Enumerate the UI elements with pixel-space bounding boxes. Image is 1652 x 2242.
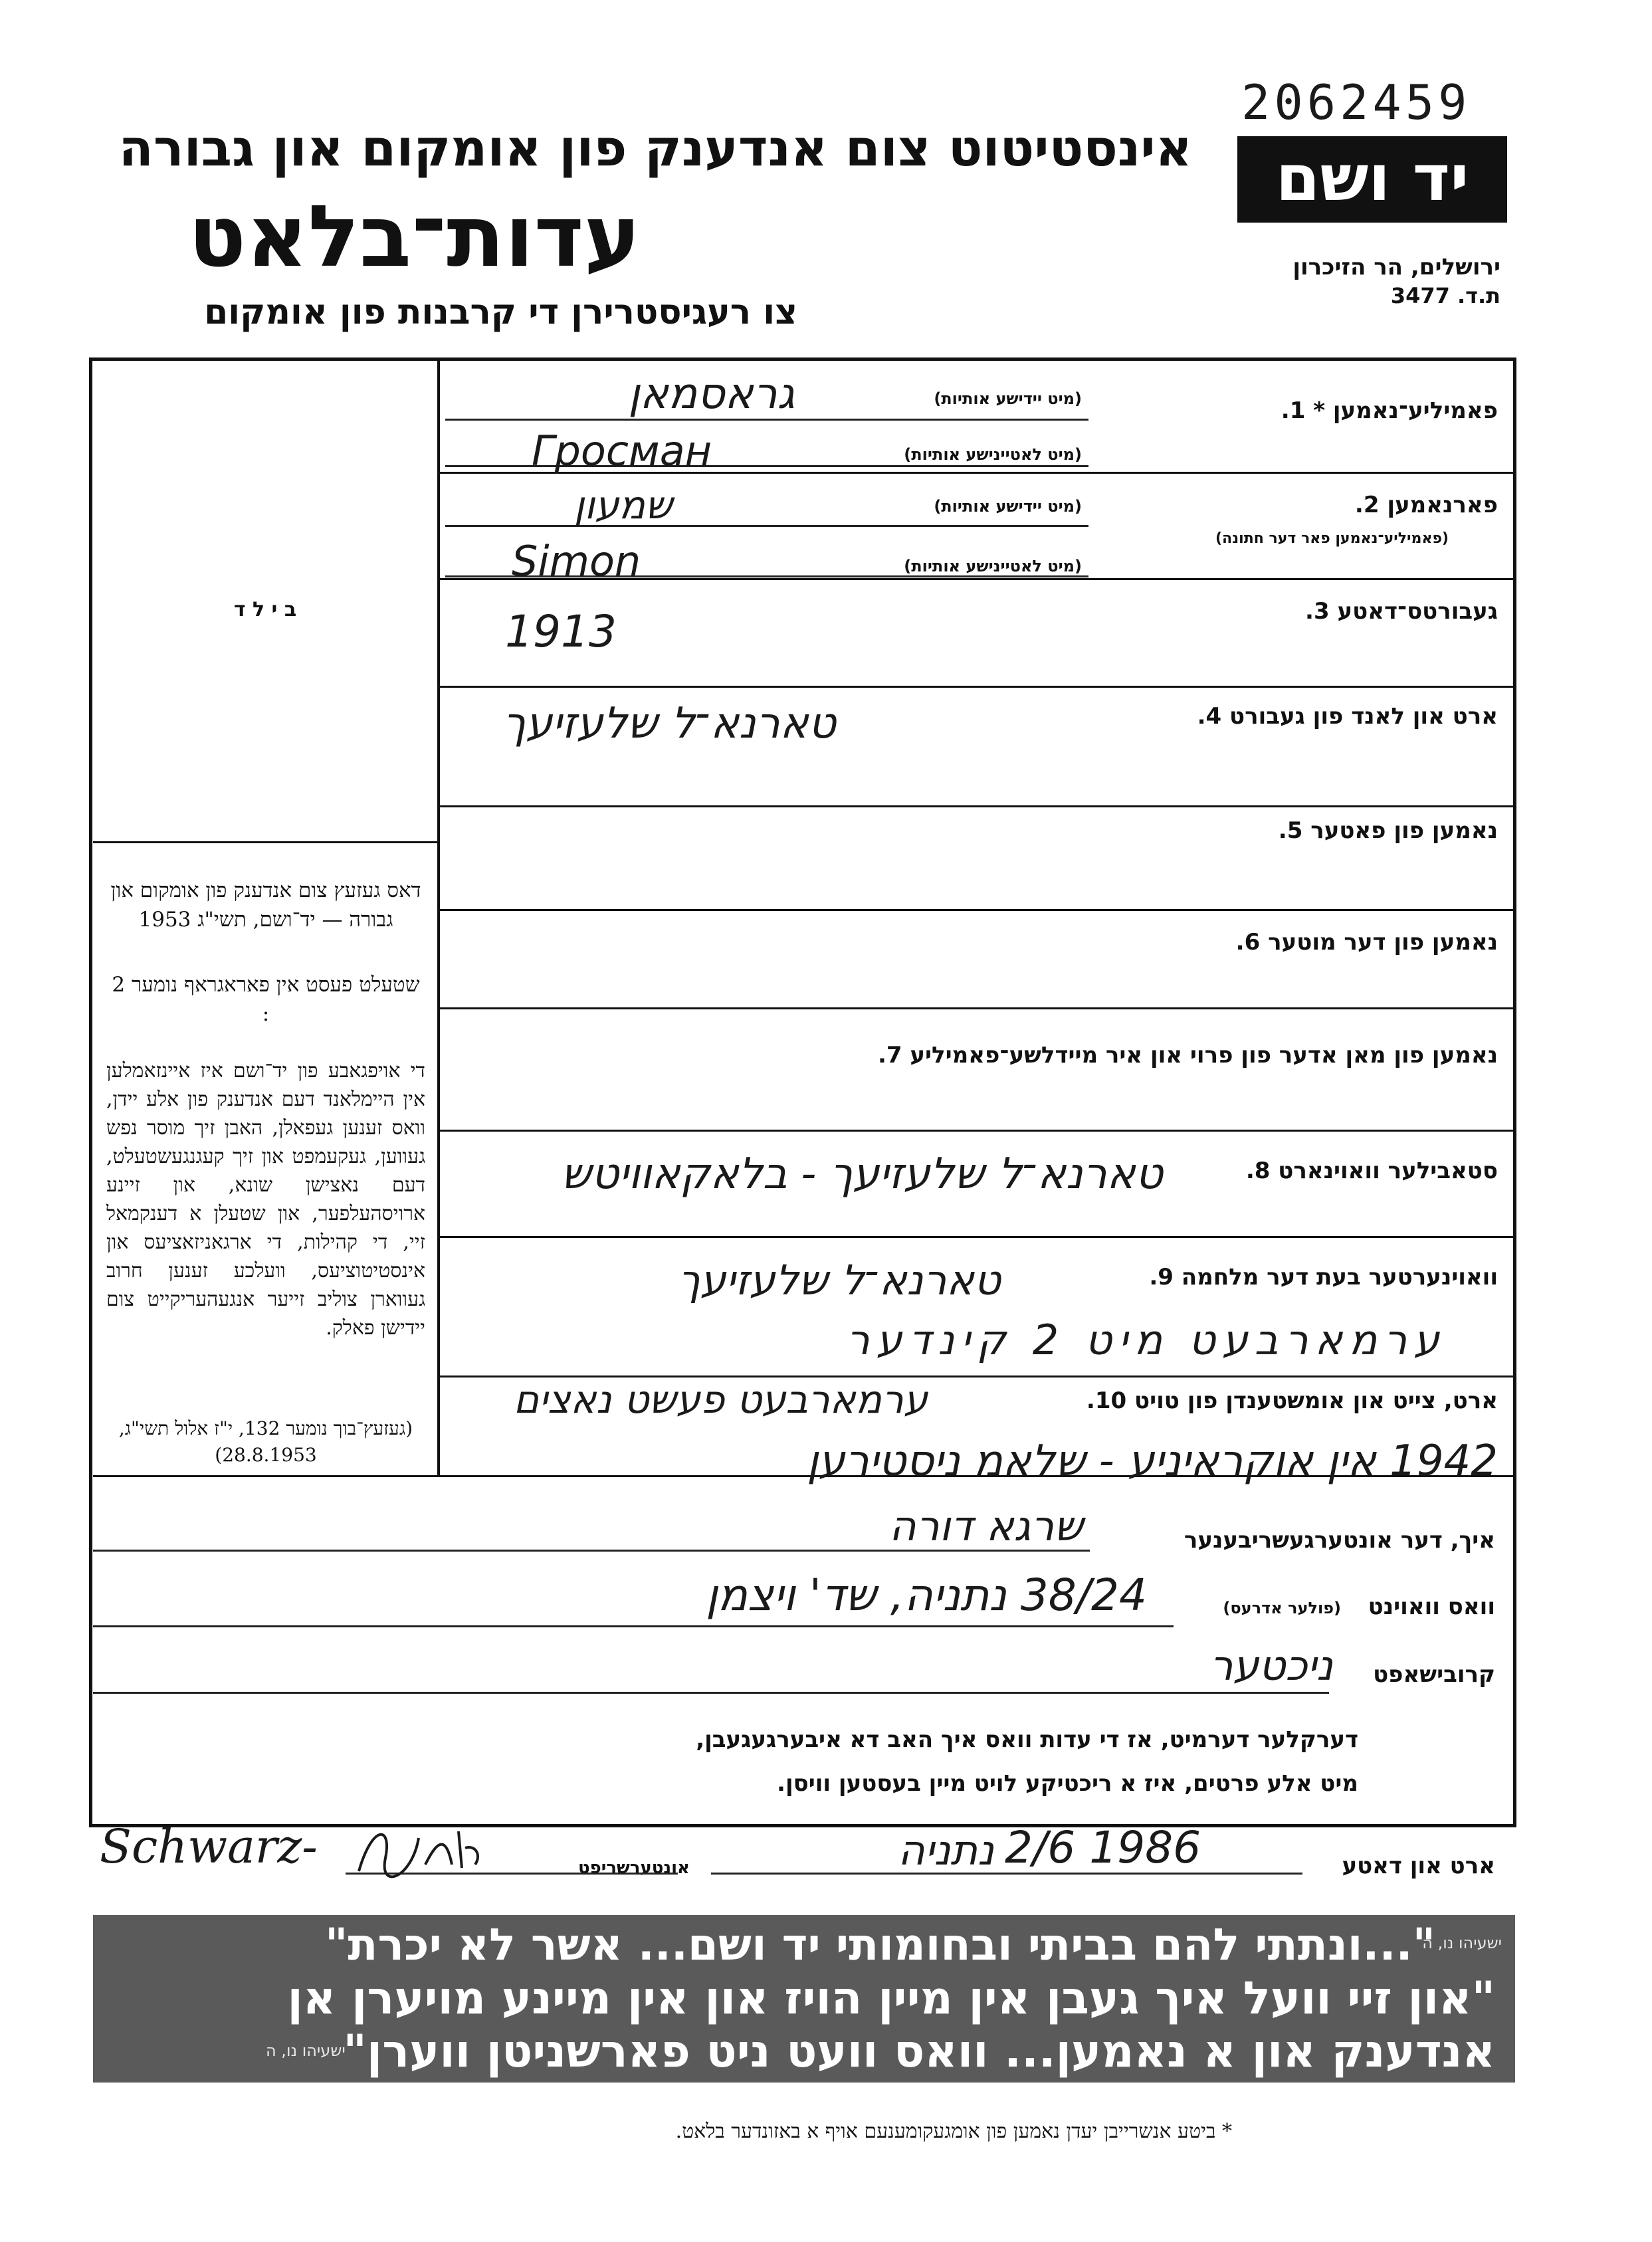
- field-7-number: 7.: [877, 1042, 902, 1069]
- field-5-number: 5.: [1278, 817, 1303, 844]
- field-9-value-line1[interactable]: טארנא־ל שלעזיעך: [678, 1256, 1001, 1304]
- sidebar-law-para3: די אויפגאבע פון יד־ושם איז איינזאמלען אין היימלאנד דעם אנדענק פון אלע יידן, וואס זענען געפאלן, האבן זיך מוסר נפש געווען, געקעמפט און זיך קעגנגעשטעלט, דעם נאצישן שונא, און זיינע ארויסהעלפער, און שטעלן א דענקמאל זיי, די קהילות, די ארגאניזאציעס און אינסטיטוציעס, וועלכע זענען חרוב געווארן צוליב זייער אנגעהעריקייט צום יידישן פאלק.: [106, 1059, 425, 1340]
- field-3-number: 3.: [1305, 598, 1330, 625]
- left-column-divider: [437, 359, 440, 1475]
- field-7-label-text: נאמען פון מאן אדער פון פרוי און איר מיידלשע־פאמיליע: [910, 1042, 1498, 1069]
- declaration-line-2: מיט אלע פרטים, איז א ריכטיקע לויט מיין בעסטען וויסן.: [777, 1770, 1358, 1797]
- address-line-1: ירושלים, הר הזיכרון: [1292, 254, 1500, 280]
- witness-address-hint: (פולער אדרעס): [1223, 1599, 1341, 1617]
- witness-relation-label: קרובישאפט: [1373, 1661, 1495, 1688]
- declaration-line-1: דערקלער דערמיט, אז די עדות וואס איך האב דא איבערגעגעבן,: [696, 1726, 1358, 1753]
- row-divider: [440, 1007, 1514, 1009]
- yad-vashem-logo: [1237, 136, 1507, 223]
- field-2-number: 2.: [1354, 492, 1380, 518]
- field-10-label-text: ארט, צייט און אומשטענדן פון טויט: [1134, 1387, 1498, 1414]
- field-9-value-line2[interactable]: ערמארבעט מיט 2 קינדער: [846, 1316, 1446, 1364]
- witness-name-value[interactable]: שרגא דורה: [889, 1502, 1083, 1550]
- field-1-label: [1281, 397, 1498, 424]
- field-10-number: 10.: [1086, 1387, 1127, 1414]
- place-value[interactable]: נתניה: [898, 1826, 994, 1875]
- field-1-yiddish-hint: (מיט יידישע אותיות): [934, 389, 1082, 408]
- banner-source-1: ישעיהו נו, ה: [1422, 1934, 1502, 1952]
- field-6-label: [1236, 929, 1498, 956]
- field-4-label-text: ארט און לאנד פון געבורט: [1229, 703, 1498, 730]
- field-8-label: [1246, 1158, 1498, 1184]
- signature-label: אונטערשריפט: [577, 1858, 690, 1878]
- field-2-label: [1355, 492, 1498, 518]
- row-divider: [440, 1236, 1514, 1238]
- row-divider: [440, 909, 1514, 911]
- field-9-label-text: וואוינערטער בעת דער מלחמה: [1181, 1264, 1498, 1290]
- banner-line-3: אנדענק און א נאמען... וואס וועט ניט פארשניטן ווערן": [343, 2025, 1495, 2078]
- banner-source-3: ישעיהו נו, ה: [266, 2041, 346, 2060]
- row-divider: [440, 805, 1514, 807]
- field-2-label-text: פארנאמען: [1387, 492, 1498, 518]
- field-2-yiddish-hint: (מיט יידישע אותיות): [934, 497, 1082, 516]
- field-10-label: [1086, 1387, 1498, 1414]
- photo-label: ב י ל ד: [233, 598, 297, 621]
- witness-relation-value[interactable]: ניכטער: [1209, 1641, 1333, 1690]
- field-5-label-text: נאמען פון פאטער: [1310, 817, 1498, 844]
- field-2-value-latin[interactable]: Simon: [512, 537, 641, 585]
- field-10-value-line1[interactable]: ערמארבעט פעשט נאצים: [513, 1377, 928, 1422]
- witness-address-value[interactable]: 38/24 נתניה, שד' ויצמן: [706, 1570, 1147, 1621]
- logo-text: יד ושם: [1275, 141, 1469, 215]
- field-9-label: [1149, 1264, 1498, 1290]
- banner-line-2: "און זיי וועל איך געבן אין מיין הויז און אין מיינע מויערן אן: [287, 1972, 1495, 2025]
- field-5-label: [1279, 817, 1498, 844]
- signature-scribble: [352, 1818, 485, 1885]
- field-8-label-text: סטאבילער וואוינארט: [1278, 1158, 1498, 1184]
- place-date-label: ארט און דאטע: [1342, 1853, 1495, 1879]
- field-4-number: 4.: [1197, 703, 1222, 730]
- field-3-label: [1305, 598, 1498, 625]
- institute-title: אינסטיטוט צום אנדענק פון אומקום און גבורה: [118, 118, 1192, 177]
- field-4-label: [1197, 703, 1498, 730]
- field-7-label: [878, 1042, 1498, 1069]
- photo-box: [93, 359, 437, 841]
- banner-line-1: "...ונתתי להם בביתי ובחומותי יד ושם... אשר לא יכרת": [324, 1919, 1435, 1970]
- field-10-value-line2[interactable]: 1942 אין אוקראיניע - שלאמ ניסטירען: [807, 1437, 1498, 1486]
- field-1-yiddish-line: [445, 419, 1088, 421]
- witness-address-line: [93, 1625, 1174, 1627]
- field-1-value-latin[interactable]: Гросман: [532, 427, 712, 475]
- field-8-value[interactable]: טארנא־ל שלעזיעך - בלאקאוויטש: [561, 1150, 1163, 1199]
- field-1-label-text: פאמיליע־נאמען *: [1313, 397, 1498, 424]
- field-2-yiddish-line: [445, 525, 1088, 527]
- field-1-number: 1.: [1281, 397, 1306, 424]
- witness-relation-line: [93, 1692, 1329, 1694]
- field-4-value[interactable]: טארנא־ל שלעזיעך: [502, 699, 836, 748]
- date-value[interactable]: 2/6 1986: [1005, 1822, 1201, 1873]
- field-8-number: 8.: [1245, 1158, 1271, 1184]
- field-1-latin-hint: (מיט לאטיינישע אותיות): [904, 445, 1082, 464]
- field-6-number: 6.: [1235, 929, 1261, 956]
- field-1-value-yiddish[interactable]: גראסמאן: [628, 369, 795, 419]
- field-2-latin-hint: (מיט לאטיינישע אותיות): [904, 557, 1082, 575]
- witness-address-label: וואס וואוינט: [1368, 1593, 1495, 1620]
- witness-name-label: איך, דער אונטערגעשריבענער: [1184, 1527, 1495, 1554]
- form-title: עדות־בלאט: [188, 187, 641, 286]
- row-divider: [440, 686, 1514, 688]
- photo-box-bottom: [93, 841, 437, 843]
- field-9-number: 9.: [1149, 1264, 1174, 1290]
- field-3-value[interactable]: 1913: [505, 606, 617, 657]
- row-divider: [440, 1130, 1514, 1132]
- field-6-label-text: נאמען פון דער מוטער: [1268, 929, 1498, 956]
- sidebar-law-para4: (געזעץ־בוך נומער 132, י"ז אלול תשי"ג, 28.8.1953): [118, 1417, 413, 1466]
- address-line-2: ת.ד. 3477: [1390, 283, 1500, 308]
- field-2-sublabel: (פאמיליע־נאמען פאר דער חתונה): [1215, 530, 1449, 547]
- field-3-label-text: געבורטס־דאטע: [1337, 598, 1498, 625]
- signature-value[interactable]: Schwarz-: [100, 1819, 318, 1874]
- sidebar-law-para2: שטעלט פעסט אין פאראגראף נומער 2 :: [112, 973, 420, 1026]
- sidebar-law-para1: דאס געזעץ צום אנדענק פון אומקום און גבורה — יד־ושם, תשי"ג 1953: [110, 878, 421, 932]
- verse-banner: [93, 1915, 1515, 2083]
- field-2-value-yiddish[interactable]: שמעון: [573, 482, 672, 528]
- document-number: 2062459: [1241, 74, 1471, 130]
- form-subtitle: צו רעגיסטרירן די קרבנות פון אומקום: [204, 292, 797, 332]
- footnote: * ביטע אנשרייבן יעדן נאמען פון אומגעקומענעם אויף א באזונדער בלאט.: [675, 2120, 1232, 2143]
